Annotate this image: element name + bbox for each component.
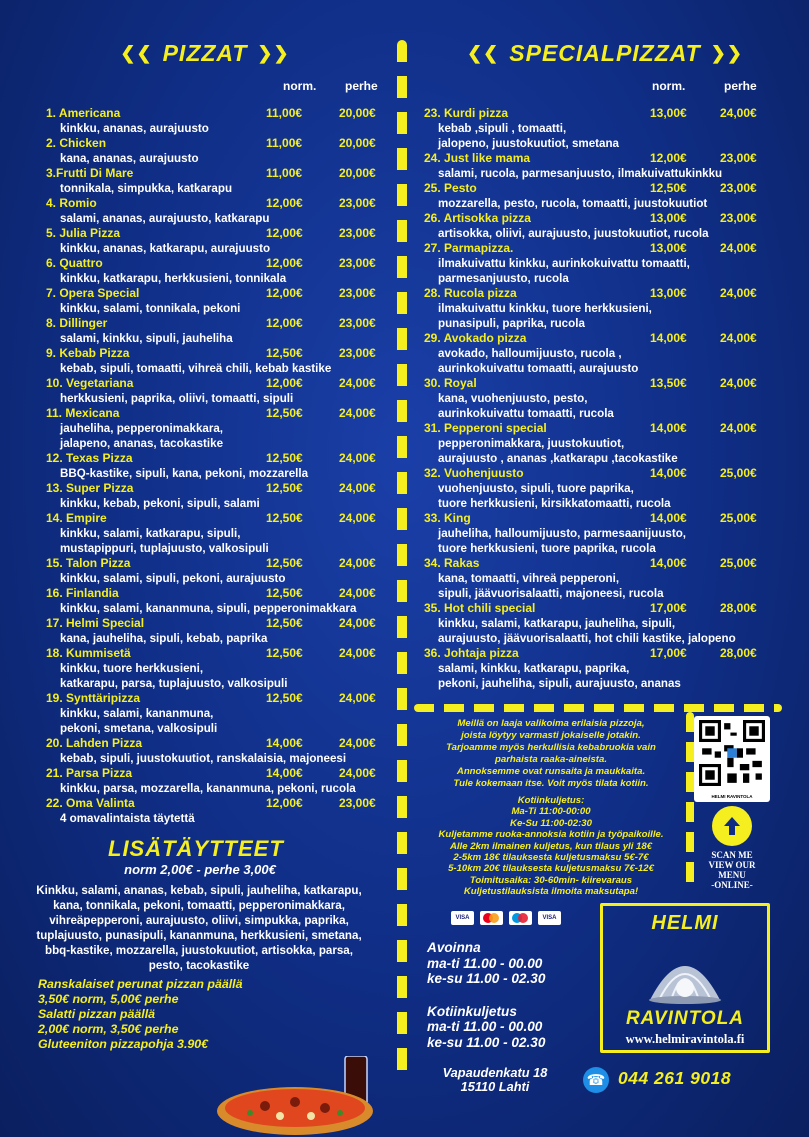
item-ingredients: salami, ananas, aurajuusto, katkarapu xyxy=(60,212,270,225)
price-norm: 12,50€ xyxy=(266,511,303,525)
price-norm: 12,50€ xyxy=(266,556,303,570)
item-ingredients: mozzarella, pesto, rucola, tomaatti, juustokuutiot xyxy=(438,197,708,210)
extras-line: Salatti pizzan päällä xyxy=(38,1007,156,1021)
delivery-line: 5-10km 20€ tilauksesta kuljetusmaksu 7€-12€ xyxy=(448,863,654,875)
price-norm: 13,50€ xyxy=(650,376,687,390)
extras-line: 3,50€ norm, 5,00€ perhe xyxy=(38,992,179,1006)
item-ingredients: kinkku, salami, sipuli, pekoni, aurajuusto xyxy=(60,572,286,585)
item-name: 31. Pepperoni special xyxy=(424,421,547,435)
item-name: 35. Hot chili special xyxy=(424,601,536,615)
topping xyxy=(307,1112,315,1120)
price-perhe: 23,00€ xyxy=(339,346,376,360)
item-ingredients: kana, jauheliha, sipuli, kebab, paprika xyxy=(60,632,268,645)
item-ingredients: kinkku, parsa, mozzarella, kananmuna, pekoni, rucola xyxy=(60,782,356,795)
item-name: 18. Kummisetä xyxy=(46,646,131,660)
item-ingredients: kinkku, salami, kananmuna, pekoni, smetana, valkosipuli xyxy=(60,707,218,735)
qr-code[interactable] xyxy=(694,716,770,802)
menu-item xyxy=(46,646,391,691)
delivery-hours-1: ma-ti 11.00 - 00.00 xyxy=(427,1019,543,1034)
price-perhe: 24,00€ xyxy=(720,376,757,390)
intro-line: Tarjoamme myös herkullisia kebabruokia vain xyxy=(446,742,656,753)
item-name: 21. Parsa Pizza xyxy=(46,766,133,780)
item-ingredients: salami, rucola, parmesanjuusto, ilmakuivattukinkku xyxy=(438,167,723,180)
lisataytteet-list xyxy=(34,883,364,973)
price-norm: 14,00€ xyxy=(650,556,687,570)
item-ingredients: tonnikala, simpukka, katkarapu xyxy=(60,182,233,195)
street: Vapaudenkatu 18 xyxy=(442,1065,548,1080)
price-perhe: 24,00€ xyxy=(339,586,376,600)
item-ingredients: vuohenjuusto, sipuli, tuore paprika, tuore herkkusieni, kirsikkatomaatti, rucola xyxy=(438,482,671,510)
menu-item xyxy=(46,481,391,511)
scan-line: SCAN ME xyxy=(711,850,753,860)
price-norm: 12,50€ xyxy=(650,181,687,195)
visa-card-icon: VISA xyxy=(538,911,561,925)
item-ingredients: kinkku, ananas, katkarapu, aurajuusto xyxy=(60,242,271,255)
item-name: 5. Julia Pizza xyxy=(46,226,121,240)
menu-item xyxy=(46,376,391,406)
specialpizzat-list xyxy=(424,106,794,691)
price-norm: 12,50€ xyxy=(266,346,303,360)
pizzat-col-norm: norm. xyxy=(283,79,317,93)
price-perhe: 24,00€ xyxy=(720,286,757,300)
price-norm: 14,00€ xyxy=(650,466,687,480)
menu-item xyxy=(424,376,794,421)
item-ingredients: kinkku, tuore herkkusieni, katkarapu, parsa, tuplajuusto, valkosipuli xyxy=(60,662,288,690)
item-name: 15. Talon Pizza xyxy=(46,556,131,570)
special-col-norm: norm. xyxy=(652,79,686,93)
item-name: 20. Lahden Pizza xyxy=(46,736,143,750)
delivery-line: Kotiinkuljetus: xyxy=(517,795,585,806)
item-name: 32. Vuohenjuusto xyxy=(424,466,524,480)
item-ingredients: kebab, sipuli, juustokuutiot, ranskalaisia, majoneesi xyxy=(60,752,347,765)
delivery-line: Ke-Su 11:00-02:30 xyxy=(510,817,592,829)
item-name: 8. Dillinger xyxy=(46,316,108,330)
price-norm: 12,00€ xyxy=(266,196,303,210)
price-perhe: 28,00€ xyxy=(720,646,757,660)
price-perhe: 25,00€ xyxy=(720,511,757,525)
item-ingredients: jauheliha, pepperonimakkara, jalapeno, ananas, tacokastike xyxy=(60,422,224,450)
price-perhe: 24,00€ xyxy=(339,616,376,630)
item-ingredients: 4 omavalintaista täytettä xyxy=(60,812,195,825)
menu-item xyxy=(424,106,794,151)
intro-line: joista löytyy varmasti jokaiselle jotakin. xyxy=(461,730,641,741)
delivery-line: Ma-Ti 11:00-00:00 xyxy=(511,806,591,818)
item-ingredients: herkkusieni, paprika, oliivi, tomaatti, sipuli xyxy=(60,392,294,405)
item-name: 17. Helmi Special xyxy=(46,616,145,630)
menu-item xyxy=(46,226,391,256)
brand-subtitle: RAVINTOLA xyxy=(625,1008,745,1029)
price-perhe: 23,00€ xyxy=(339,796,376,810)
pizzat-list xyxy=(46,106,391,826)
lisataytteet-title: LISÄTÄYTTEET xyxy=(108,836,284,861)
menu-item xyxy=(46,691,391,736)
menu-item xyxy=(424,331,794,376)
menu-item xyxy=(424,601,794,646)
menu-item xyxy=(46,766,391,796)
item-ingredients: kinkku, salami, katkarapu, sipuli, mustapippuri, tuplajuusto, valkosipuli xyxy=(60,527,269,555)
wing-right-icon: ❯❯ xyxy=(710,42,743,63)
price-norm: 13,00€ xyxy=(650,241,687,255)
item-ingredients: kana, vuohenjuusto, pesto, aurinkokuivattu tomaatti, rucola xyxy=(438,392,614,420)
price-norm: 11,00€ xyxy=(266,136,303,150)
price-perhe: 24,00€ xyxy=(339,511,376,525)
price-perhe: 24,00€ xyxy=(339,406,376,420)
price-perhe: 23,00€ xyxy=(339,196,376,210)
pizzat-col-perhe: perhe xyxy=(345,79,378,93)
price-norm: 14,00€ xyxy=(650,421,687,435)
menu-item xyxy=(46,406,391,451)
intro-line: Annoksemme ovat runsaita ja maukkaita. xyxy=(456,766,646,777)
menu-item xyxy=(424,151,794,181)
price-norm: 12,50€ xyxy=(266,451,303,465)
item-name: 9. Kebab Pizza xyxy=(46,346,130,360)
item-ingredients: BBQ-kastike, sipuli, kana, pekoni, mozzarella xyxy=(60,467,309,480)
delivery-info xyxy=(417,795,685,898)
price-norm: 13,00€ xyxy=(650,106,687,120)
item-name: 33. King xyxy=(424,511,471,525)
delivery-line: Alle 2km ilmainen kuljetus, kun tilaus yli 18€ xyxy=(449,840,653,852)
wing-left-icon: ❮❮ xyxy=(120,42,153,63)
mastercard-icon xyxy=(480,911,503,925)
menu-item xyxy=(46,166,391,196)
special-title: SPECIALPIZZAT xyxy=(509,39,701,66)
qr-divider xyxy=(686,712,694,892)
price-perhe: 24,00€ xyxy=(339,556,376,570)
delivery-line: Kuljetustilauksista ilmoita maksutapa! xyxy=(463,886,639,898)
price-perhe: 24,00€ xyxy=(720,106,757,120)
price-perhe: 24,00€ xyxy=(339,451,376,465)
pearl-shell-logo xyxy=(645,942,725,1004)
brand-box xyxy=(600,903,770,1053)
price-norm: 12,00€ xyxy=(650,151,687,165)
pizzat-title: PIZZAT xyxy=(162,39,248,66)
price-perhe: 25,00€ xyxy=(720,556,757,570)
price-norm: 12,00€ xyxy=(266,226,303,240)
price-norm: 12,00€ xyxy=(266,286,303,300)
item-ingredients: kinkku, salami, katkarapu, jauheliha, sipuli, aurajuusto, jäävuorisalaatti, hot chili kastike, jalopeno xyxy=(438,617,736,645)
topping xyxy=(290,1097,300,1107)
pizza-top xyxy=(225,1089,365,1127)
phone-icon: ☎ xyxy=(583,1067,609,1093)
item-ingredients: kebab, sipuli, tomaatti, vihreä chili, kebab kastike xyxy=(60,362,332,375)
menu-item xyxy=(46,346,391,376)
item-name: 10. Vegetariana xyxy=(46,376,134,390)
item-name: 34. Rakas xyxy=(424,556,480,570)
item-name: 11. Mexicana xyxy=(46,406,120,420)
menu-item xyxy=(424,421,794,466)
item-name: 13. Super Pizza xyxy=(46,481,134,495)
item-name: 16. Finlandia xyxy=(46,586,119,600)
price-norm: 12,00€ xyxy=(266,256,303,270)
brand-name: HELMI xyxy=(651,912,719,934)
item-name: 25. Pesto xyxy=(424,181,477,195)
item-ingredients: kinkku, salami, kananmuna, sipuli, pepperonimakkara xyxy=(60,602,357,615)
item-ingredients: kana, ananas, aurajuusto xyxy=(60,152,199,165)
vertical-divider xyxy=(397,40,407,1080)
lisataytteet-line: tuplajuusto, punasipuli, kananmuna, herkkusieni, smetana, xyxy=(36,929,362,942)
extras-line: 2,00€ norm, 3,50€ perhe xyxy=(38,1022,179,1036)
item-ingredients: jauheliha, halloumijuusto, parmesaanijuusto, tuore herkkusieni, tuore paprika, rucola xyxy=(438,527,687,555)
phone-number[interactable]: 044 261 9018 xyxy=(618,1068,732,1088)
price-perhe: 24,00€ xyxy=(720,241,757,255)
price-norm: 12,50€ xyxy=(266,616,303,630)
scan-me-text xyxy=(694,850,770,890)
price-perhe: 24,00€ xyxy=(339,376,376,390)
topping xyxy=(247,1110,253,1116)
extras-list xyxy=(38,977,243,1052)
price-perhe: 20,00€ xyxy=(339,106,376,120)
item-name: 2. Chicken xyxy=(46,136,107,150)
horizontal-divider xyxy=(414,704,782,712)
item-ingredients: ilmakuivattu kinkku, tuore herkkusieni, punasipuli, paprika, rucola xyxy=(438,302,652,330)
item-ingredients: artisokka, oliivi, aurajuusto, juustokuutiot, rucola xyxy=(438,227,709,240)
price-perhe: 24,00€ xyxy=(339,766,376,780)
open-hours-1: ma-ti 11.00 - 00.00 xyxy=(427,955,543,971)
item-name: 23. Kurdi pizza xyxy=(424,106,509,120)
pizzat-header xyxy=(60,38,350,68)
item-name: 19. Synttäripizza xyxy=(46,691,141,705)
item-name: 30. Royal xyxy=(424,376,477,390)
price-perhe: 24,00€ xyxy=(339,736,376,750)
payment-cards xyxy=(451,911,561,925)
menu-item xyxy=(46,796,391,826)
menu-item xyxy=(46,556,391,586)
price-perhe: 23,00€ xyxy=(720,181,757,195)
price-perhe: 23,00€ xyxy=(339,316,376,330)
price-perhe: 20,00€ xyxy=(339,166,376,180)
scan-line: -ONLINE- xyxy=(711,880,753,890)
item-ingredients: ilmakuivattu kinkku, aurinkokuivattu tomaatti, parmesanjuusto, rucola xyxy=(438,257,690,285)
price-perhe: 23,00€ xyxy=(339,226,376,240)
item-name: 3.Frutti Di Mare xyxy=(46,166,134,180)
scan-line: VIEW OUR xyxy=(708,860,756,870)
special-header xyxy=(440,38,770,68)
item-name: 1. Americana xyxy=(46,106,121,120)
lisataytteet-price: norm 2,00€ - perhe 3,00€ xyxy=(124,862,276,877)
pizza-illustration xyxy=(215,1056,395,1137)
price-norm: 12,00€ xyxy=(266,796,303,810)
price-norm: 11,00€ xyxy=(266,106,303,120)
scan-line: MENU xyxy=(718,870,746,880)
item-name: 29. Avokado pizza xyxy=(424,331,527,345)
price-perhe: 24,00€ xyxy=(339,691,376,705)
lisataytteet-line: Kinkku, salami, ananas, kebab, sipuli, jauheliha, katkarapu, xyxy=(36,884,362,897)
topping xyxy=(320,1103,330,1113)
delivery-line: Kuljetamme ruoka-annoksia kotiin ja työpaikoille. xyxy=(438,829,664,841)
price-norm: 13,00€ xyxy=(650,286,687,300)
arrow-up-icon xyxy=(712,806,752,846)
menu-item xyxy=(46,256,391,286)
menu-item xyxy=(46,196,391,226)
price-perhe: 24,00€ xyxy=(339,481,376,495)
price-perhe: 28,00€ xyxy=(720,601,757,615)
intro-line: parhaista raaka-aineista. xyxy=(495,754,607,765)
menu-item xyxy=(424,181,794,211)
item-ingredients: kana, tomaatti, vihreä pepperoni, sipuli, jäävuorisalaatti, majoneesi, rucola xyxy=(438,572,664,600)
price-perhe: 23,00€ xyxy=(339,256,376,270)
city: 15110 Lahti xyxy=(460,1079,530,1094)
visa-card-icon: VISA xyxy=(451,911,474,925)
price-norm: 12,50€ xyxy=(266,646,303,660)
menu-item xyxy=(424,466,794,511)
wing-right-icon: ❯❯ xyxy=(257,42,290,63)
menu-item xyxy=(46,736,391,766)
price-perhe: 24,00€ xyxy=(720,421,757,435)
wing-left-icon: ❮❮ xyxy=(467,42,500,63)
opening-hours xyxy=(427,940,545,1050)
item-ingredients: kinkku, salami, tonnikala, pekoni xyxy=(60,302,241,315)
topping xyxy=(260,1101,270,1111)
lisataytteet-line: kana, tonnikala, pekoni, tomaatti, pepperonimakkara, xyxy=(53,899,345,912)
price-perhe: 23,00€ xyxy=(720,151,757,165)
intro-line: Tule kokemaan itse. Voit myös tilata kotiin. xyxy=(453,778,649,789)
topping xyxy=(276,1112,284,1120)
menu-item xyxy=(424,286,794,331)
price-norm: 17,00€ xyxy=(650,601,687,615)
item-ingredients: kinkku, kebab, pekoni, sipuli, salami xyxy=(60,497,260,510)
item-name: 26. Artisokka pizza xyxy=(424,211,531,225)
item-ingredients: kinkku, katkarapu, herkkusieni, tonnikala xyxy=(60,272,287,285)
item-name: 22. Oma Valinta xyxy=(46,796,135,810)
menu-item xyxy=(46,136,391,166)
lisataytteet-line: bbq-kastike, mozzarella, juustokuutiot, artisokka, parsa, xyxy=(45,944,353,957)
item-name: 12. Texas Pizza xyxy=(46,451,133,465)
price-norm: 17,00€ xyxy=(650,646,687,660)
menu-item xyxy=(46,616,391,646)
menu-item xyxy=(46,316,391,346)
qr-caption: HELMI RAVINTOLA xyxy=(711,794,753,799)
maestro-card-icon xyxy=(509,911,532,925)
price-norm: 14,00€ xyxy=(266,766,303,780)
price-perhe: 23,00€ xyxy=(339,286,376,300)
item-ingredients: salami, kinkku, sipuli, jauheliha xyxy=(60,332,233,345)
price-norm: 14,00€ xyxy=(650,331,687,345)
item-name: 6. Quattro xyxy=(46,256,103,270)
delivery-line: Toimitusaika: 30-60min- kiirevaraus xyxy=(469,874,633,886)
item-name: 36. Johtaja pizza xyxy=(424,646,519,660)
item-ingredients: salami, kinkku, katkarapu, paprika, pekoni, jauheliha, sipuli, aurajuusto, ananas xyxy=(438,662,681,690)
price-norm: 12,50€ xyxy=(266,586,303,600)
price-norm: 11,00€ xyxy=(266,166,303,180)
menu-item xyxy=(46,106,391,136)
extras-line: Gluteeniton pizzapohja 3.90€ xyxy=(38,1037,209,1051)
open-title: Avoinna xyxy=(427,940,481,955)
item-ingredients: avokado, halloumijuusto, rucola , aurinkokuivattu tomaatti, aurajuusto xyxy=(438,347,639,375)
delivery-hours-2: ke-su 11.00 - 02.30 xyxy=(427,1034,546,1050)
price-norm: 12,50€ xyxy=(266,481,303,495)
lisataytteet-line: pesto, tacokastike xyxy=(148,959,250,972)
item-name: 4. Romio xyxy=(46,196,97,210)
price-norm: 13,00€ xyxy=(650,211,687,225)
price-perhe: 24,00€ xyxy=(720,331,757,345)
menu-item xyxy=(424,511,794,556)
price-norm: 12,00€ xyxy=(266,316,303,330)
delivery-title: Kotiinkuljetus xyxy=(427,1003,517,1019)
restaurant-intro xyxy=(417,718,685,790)
menu-item xyxy=(46,451,391,481)
item-ingredients: kebab ,sipuli , tomaatti, jalopeno, juustokuutiot, smetana xyxy=(438,122,620,150)
menu-item xyxy=(424,556,794,601)
open-hours-2: ke-su 11.00 - 02.30 xyxy=(427,971,546,986)
menu-item xyxy=(424,241,794,286)
menu-item xyxy=(46,586,391,616)
price-norm: 12,00€ xyxy=(266,376,303,390)
price-norm: 14,00€ xyxy=(650,511,687,525)
menu-item xyxy=(424,646,794,691)
item-ingredients: kinkku, ananas, aurajuusto xyxy=(60,122,209,135)
special-col-perhe: perhe xyxy=(724,79,757,93)
price-norm: 14,00€ xyxy=(266,736,303,750)
address xyxy=(420,1066,570,1094)
price-perhe: 24,00€ xyxy=(339,646,376,660)
website-link[interactable]: www.helmiravintola.fi xyxy=(625,1032,745,1046)
item-name: 7. Opera Special xyxy=(46,286,140,300)
delivery-line: 2-5km 18€ tilauksesta kuljetusmaksu 5€-7€ xyxy=(453,852,649,864)
intro-line: Meillä on laaja valikoima erilaisia pizzoja, xyxy=(457,718,645,729)
lisataytteet-line: vihreäpepperoni, aurajuusto, oliivi, simpukka, paprika, xyxy=(49,914,349,927)
topping xyxy=(337,1110,343,1116)
price-norm: 12,50€ xyxy=(266,691,303,705)
qr-code-icon xyxy=(699,720,765,786)
price-norm: 12,50€ xyxy=(266,406,303,420)
item-ingredients: pepperonimakkara, juustokuutiot, aurajuusto , ananas ,katkarapu ,tacokastike xyxy=(438,437,678,465)
item-name: 28. Rucola pizza xyxy=(424,286,517,300)
menu-item xyxy=(424,211,794,241)
extras-line: Ranskalaiset perunat pizzan päällä xyxy=(38,977,243,991)
item-name: 24. Just like mama xyxy=(424,151,531,165)
item-name: 14. Empire xyxy=(46,511,107,525)
price-perhe: 25,00€ xyxy=(720,466,757,480)
menu-item xyxy=(46,286,391,316)
menu-item xyxy=(46,511,391,556)
item-name: 27. Parmapizza. xyxy=(424,241,514,255)
price-perhe: 23,00€ xyxy=(720,211,757,225)
price-perhe: 20,00€ xyxy=(339,136,376,150)
